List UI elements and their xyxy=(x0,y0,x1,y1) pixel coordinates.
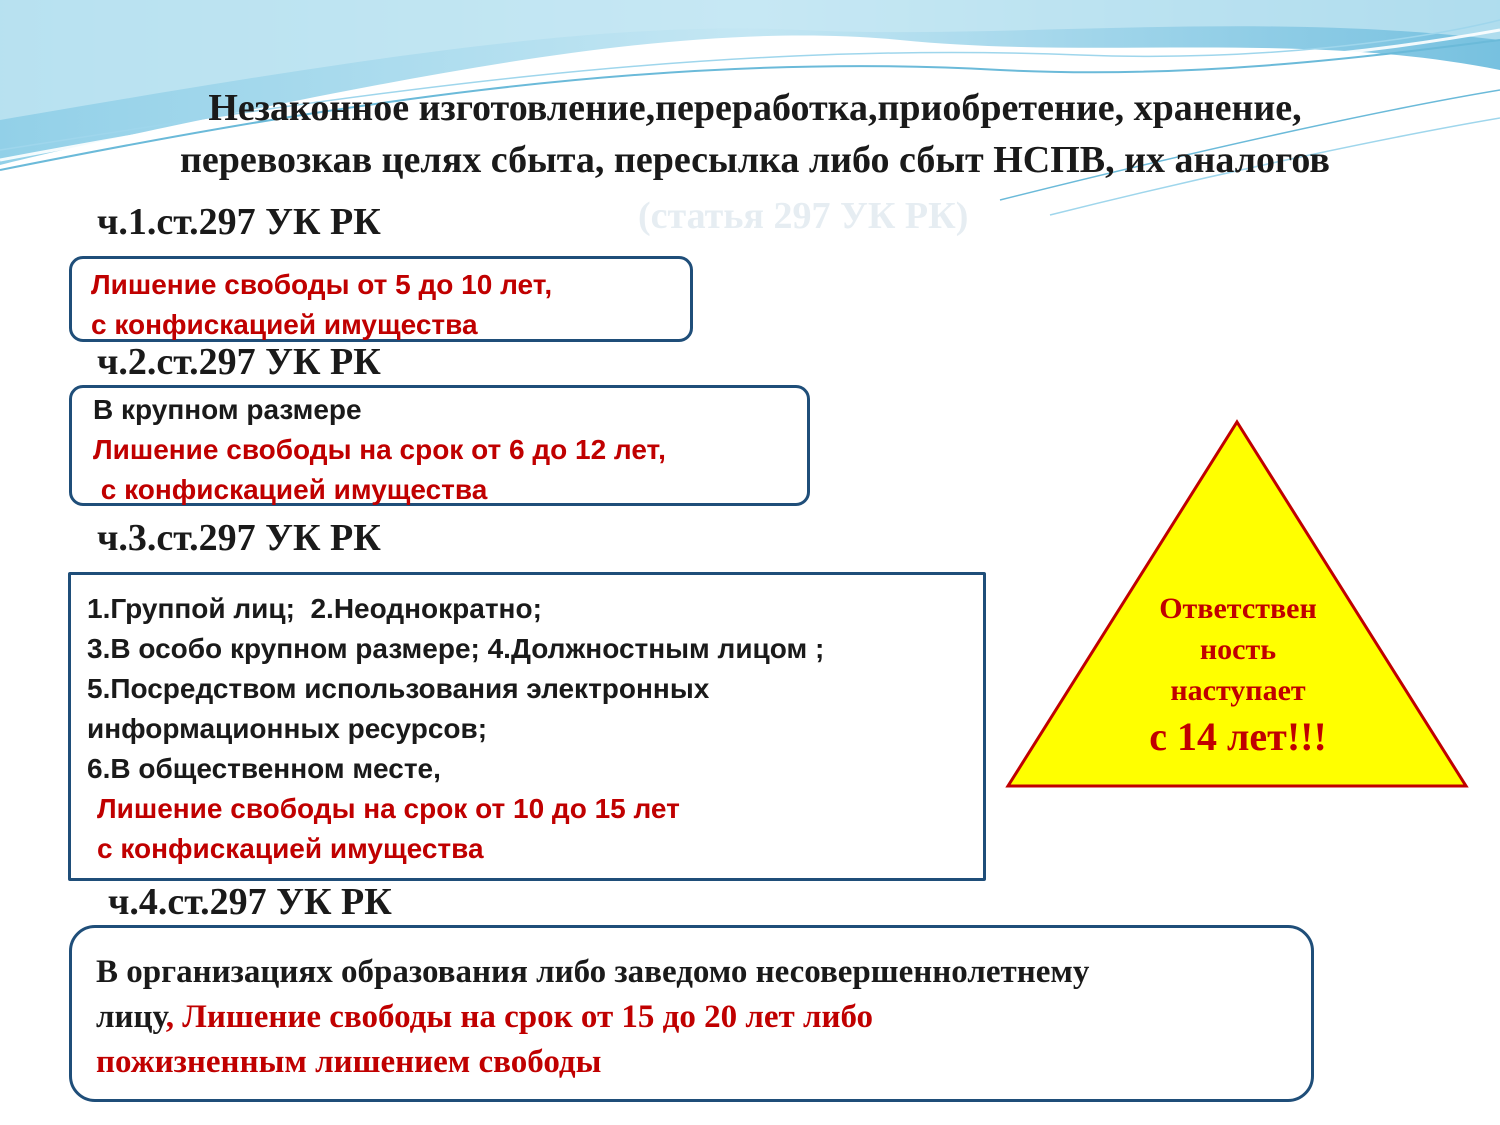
part3-penalty-line-2: с конфискацией имущества xyxy=(97,833,484,864)
warning-line-2: ность xyxy=(1199,633,1277,666)
part4-penalty-box xyxy=(69,925,1314,1102)
part4-heading: ч.4.ст.297 УК РК xyxy=(108,881,392,923)
part2-heading: ч.2.ст.297 УК РК xyxy=(97,341,381,383)
part3-penalty-line-1: Лишение свободы на срок от 10 до 15 лет xyxy=(97,793,680,824)
warning-line-3: наступает xyxy=(1170,674,1306,707)
part2-penalty-line-2: с конфискацией имущества xyxy=(93,474,488,505)
part3-condition-2: 3.В особо крупном размере; 4.Должностным лицом ; xyxy=(87,633,825,664)
part2-penalty-box xyxy=(69,385,810,506)
part1-penalty-line-1: Лишение свободы от 5 до 10 лет, xyxy=(91,269,553,300)
part3-condition-4: информационных ресурсов; xyxy=(87,713,488,744)
title-line-1: Незаконное изготовление,переработка,приобретение, хранение, xyxy=(208,87,1302,129)
part2-condition: В крупном размере xyxy=(93,394,362,425)
part1-heading: ч.1.ст.297 УК РК xyxy=(97,201,381,243)
part3-condition-3: 5.Посредством использования электронных xyxy=(87,673,710,704)
part3-condition-1: 1.Группой лиц; 2.Неоднократно; xyxy=(87,593,542,624)
part3-condition-5: 6.В общественном месте, xyxy=(87,753,441,784)
part3-penalty-box xyxy=(68,572,986,881)
part3-heading: ч.3.ст.297 УК РК xyxy=(97,517,381,559)
part4-line-1: В организациях образования либо заведомо несовершеннолетнему xyxy=(96,954,1090,990)
part4-line-2-condition: лицу xyxy=(96,999,166,1035)
part1-penalty-line-2: с конфискацией имущества xyxy=(91,309,478,340)
part4-line-2-penalty: , Лишение свободы на срок от 15 до 20 лет либо xyxy=(165,999,874,1035)
warning-line-1: Ответствен xyxy=(1159,592,1317,625)
part2-penalty-line-1: Лишение свободы на срок от 6 до 12 лет, xyxy=(93,434,666,465)
warning-age: с 14 лет!!! xyxy=(1149,714,1327,759)
warning-text xyxy=(1100,588,1376,763)
title-line-2: перевозкав целях сбыта, пересылка либо сбыт НСПВ, их аналогов xyxy=(180,139,1330,181)
part4-line-3: пожизненным лишением свободы xyxy=(96,1044,602,1080)
title-faded-article: (статья 297 УК РК) xyxy=(638,195,969,237)
part1-penalty-box xyxy=(69,256,693,342)
